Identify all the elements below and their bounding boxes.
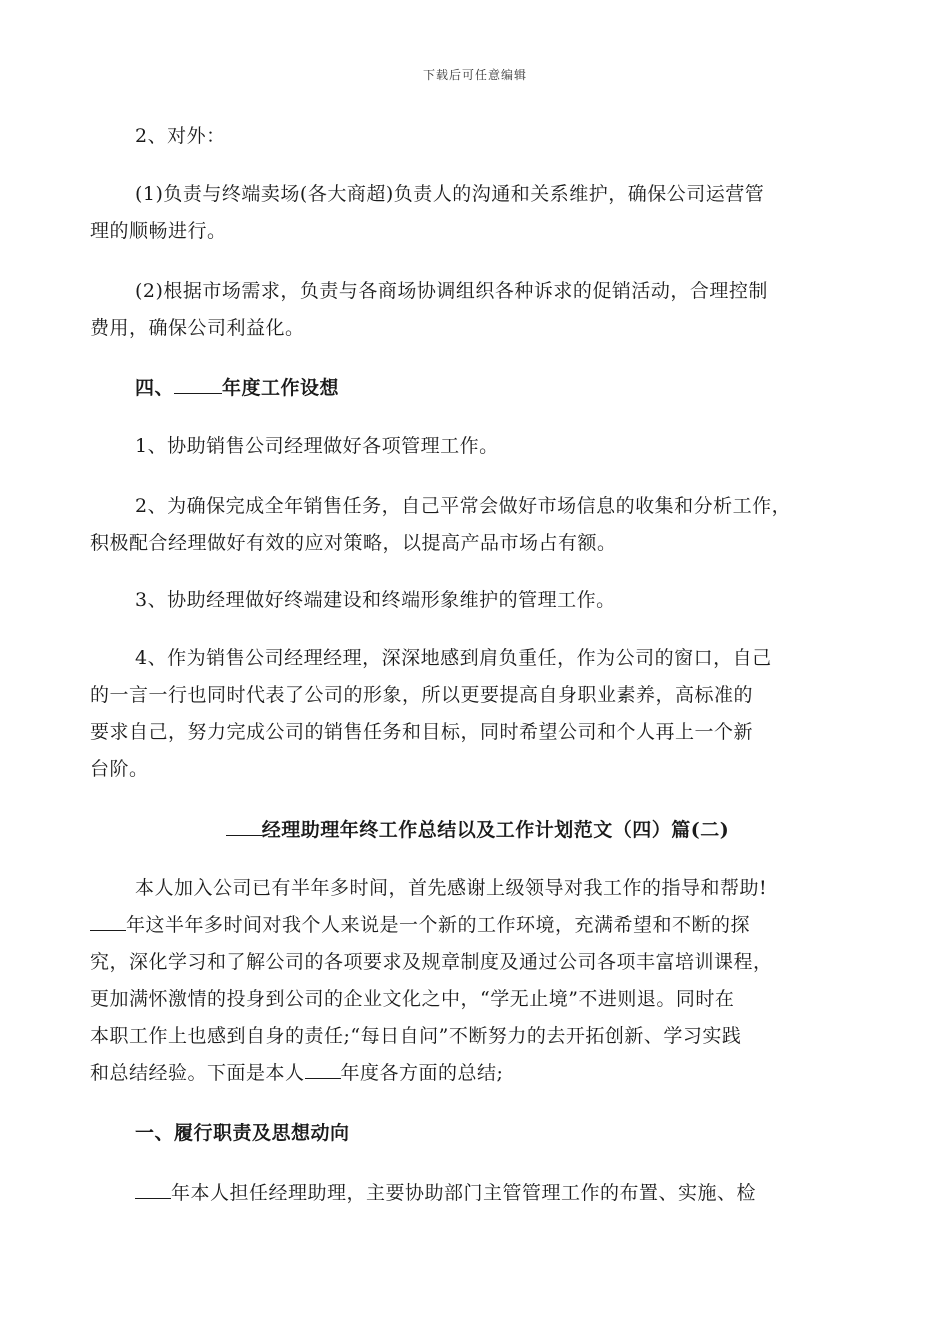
plan-heading-block [90,370,865,407]
paragraph-text: 年本人担任经理助理，主要协助部门主管管理工作的布置、实施、检 [171,1182,757,1204]
blank-underline [90,912,126,931]
page-header-note: 下载后可任意编辑 [422,68,527,82]
paragraph-line: 2、为确保完成全年销售任务，自己平常会做好市场信息的收集和分析工作， [135,495,792,517]
plan-item-4 [90,640,865,788]
paragraph-line: 积极配合经理做好有效的应对策略，以提高产品市场占有额。 [90,532,617,554]
paragraph-line: (1)负责与终端卖场(各大商超)负责人的沟通和关系维护，确保公司运营管 [135,183,765,205]
plan-item-2 [90,488,865,562]
plan-item-1 [90,428,865,465]
plan-heading-suffix: 年度工作设想 [222,377,340,399]
external-paragraph-2 [90,273,865,347]
paragraph-line: 3、协助经理做好终端建设和终端形象维护的管理工作。 [135,589,616,611]
blank-underline [305,1060,341,1079]
paragraph-line [90,1175,865,1212]
duties-heading-block [90,1115,865,1152]
intro-paragraph [90,870,865,1092]
paragraph-line: 本人加入公司已有半年多时间，首先感谢上级领导对我工作的指导和帮助! [135,877,768,899]
plan-heading [90,370,865,407]
blank-underline [226,817,262,836]
paragraph-text: 和总结经验。下面是本人 [90,1062,305,1084]
paragraph-line: 本职工作上也感到自身的责任;“每日自问”不断努力的去开拓创新、学习实践 [90,1025,742,1047]
paragraph-line: 1、协助销售公司经理做好各项管理工作。 [135,435,499,457]
plan-heading-prefix: 四、 [135,377,175,399]
paragraph-text: 年这半年多时间对我个人来说是一个新的工作环境，充满希望和不断的探 [126,914,751,936]
section-title [90,812,865,849]
paragraph-line: 费用，确保公司利益化。 [90,317,305,339]
paragraph-line [90,1055,865,1092]
paragraph-line: 更加满怀激情的投身到公司的企业文化之中，“学无止境”不进则退。同时在 [90,988,735,1010]
paragraph-text: 年度各方面的总结; [340,1062,504,1084]
paragraph-line: 的一言一行也同时代表了公司的形象，所以更要提高自身职业素养，高标准的 [90,684,754,706]
paragraph-line [90,907,865,944]
plan-item-3 [90,582,865,619]
external-heading-block [90,118,865,155]
paragraph-line: (2)根据市场需求，负责与各商场协调组织各种诉求的促销活动，合理控制 [135,280,768,302]
duties-paragraph [90,1175,865,1212]
paragraph-line: 理的顺畅进行。 [90,220,227,242]
blank-underline [135,1180,171,1199]
paragraph-line: 究，深化学习和了解公司的各项要求及规章制度及通过公司各项丰富培训课程， [90,951,773,973]
duties-heading: 一、履行职责及思想动向 [135,1122,350,1144]
section-title-text: 经理助理年终工作总结以及工作计划范文（四）篇(二) [261,819,730,841]
paragraph-line: 要求自己，努力完成公司的销售任务和目标，同时希望公司和个人再上一个新 [90,721,754,743]
paragraph-line: 台阶。 [90,758,149,780]
paragraph-line: 4、作为销售公司经理经理，深深地感到肩负重任，作为公司的窗口，自己 [135,647,772,669]
blank-underline [174,375,222,394]
external-paragraph-1 [90,176,865,250]
external-heading: 2、对外： [135,125,226,147]
